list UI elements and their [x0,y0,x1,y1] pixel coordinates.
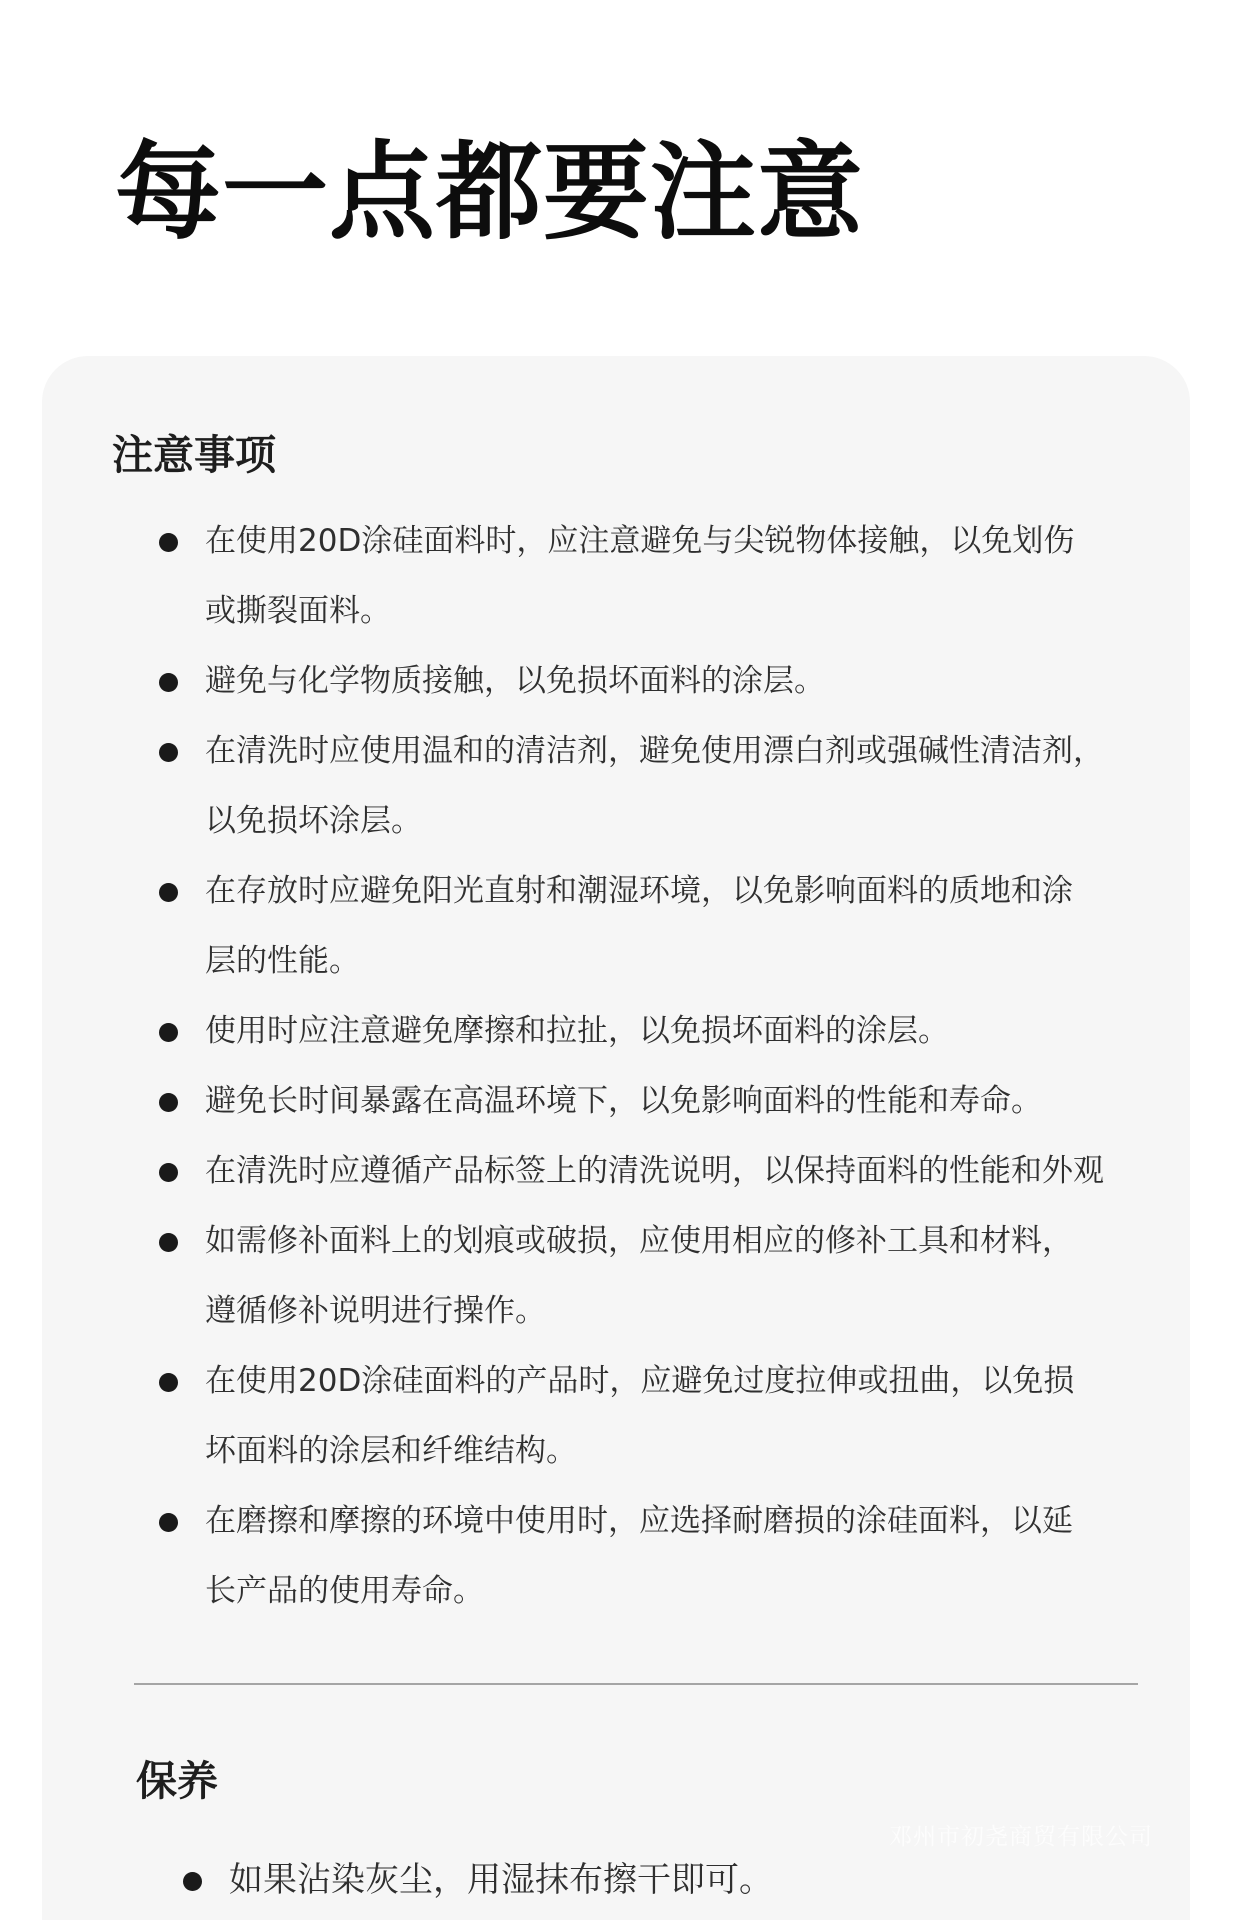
bullet-dot-icon [183,1872,202,1891]
list-item [112,1206,1192,1346]
list-item [112,1346,1192,1486]
bullet-dot-icon [159,1233,178,1252]
care-heading: 保养 [136,1757,218,1805]
bullet-dot-icon [159,1373,178,1392]
note-text: 如需修补面料上的划痕或破损，应使用相应的修补工具和材料， 遵循修补说明进行操作。 [205,1223,1073,1329]
bullet-dot-icon [159,533,178,552]
bullet-dot-icon [159,883,178,902]
notes-list [112,506,1192,1626]
list-item [136,1852,1136,1908]
note-text: 在清洗时应遵循产品标签上的清洗说明，以保持面料的性能和外观 [205,1153,1104,1189]
list-item [112,996,1192,1066]
bullet-dot-icon [159,673,178,692]
bullet-dot-icon [159,1513,178,1532]
section-divider [134,1683,1138,1685]
note-text: 使用时应注意避免摩擦和拉扯，以免损坏面料的涂层。 [205,1013,949,1049]
list-item [112,1136,1192,1206]
note-text: 在磨擦和摩擦的环境中使用时，应选择耐磨损的涂硅面料，以延 长产品的使用寿命。 [205,1503,1073,1609]
notes-heading: 注意事项 [112,431,276,479]
company-watermark: 邓州市初尧商贸有限公司 [889,1824,1153,1850]
list-item [112,506,1192,646]
care-list [136,1852,1136,1908]
note-text: 在使用20D涂硅面料的产品时，应避免过度拉伸或扭曲，以免损 坏面料的涂层和纤维结构。 [205,1363,1075,1469]
page-title: 每一点都要注意 [115,131,864,254]
note-text: 避免与化学物质接触，以免损坏面料的涂层。 [205,663,825,699]
care-text: 如果沾染灰尘，用湿抹布擦干即可。 [229,1860,773,1900]
note-text: 在存放时应避免阳光直射和潮湿环境，以免影响面料的质地和涂 层的性能。 [205,873,1073,979]
bullet-dot-icon [159,1163,178,1182]
list-item [112,646,1192,716]
note-text: 在使用20D涂硅面料时，应注意避免与尖锐物体接触，以免划伤 或撕裂面料。 [205,523,1075,629]
list-item [112,1066,1192,1136]
note-text: 在清洗时应使用温和的清洁剂，避免使用漂白剂或强碱性清洁剂， 以免损坏涂层。 [205,733,1104,839]
content-card [42,356,1190,1920]
bullet-dot-icon [159,1093,178,1112]
bullet-dot-icon [159,743,178,762]
list-item [112,716,1192,856]
bullet-dot-icon [159,1023,178,1042]
list-item [112,856,1192,996]
note-text: 避免长时间暴露在高温环境下，以免影响面料的性能和寿命。 [205,1083,1042,1119]
list-item [112,1486,1192,1626]
